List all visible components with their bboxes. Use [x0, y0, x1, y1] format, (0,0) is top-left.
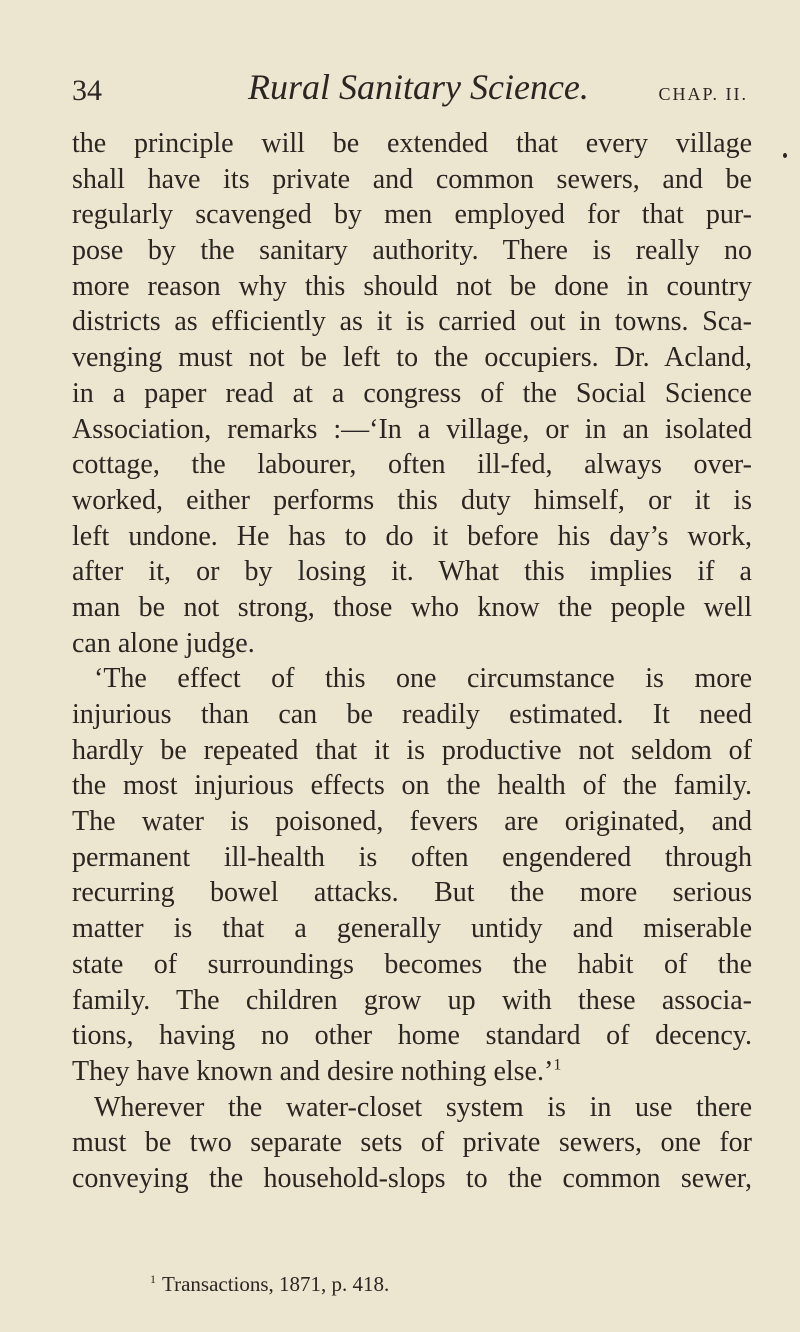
text-line: permanent ill-health is often engendered through: [72, 841, 752, 873]
text-line: left undone. He has to do it before his day’s work,: [72, 520, 752, 552]
text-line: state of surroundings becomes the habit of the: [72, 948, 752, 980]
text-line: ‘The effect of this one circumstance is more: [94, 663, 752, 695]
text-line: [72, 1054, 752, 1090]
footnote: [150, 1272, 389, 1297]
text-line: can alone judge.: [72, 627, 255, 659]
footnote-number: 1: [150, 1272, 156, 1286]
text-line: conveying the household-slops to the common sewer,: [72, 1162, 752, 1194]
text-line: in a paper read at a congress of the Social Science: [72, 377, 752, 409]
text-line: after it, or by losing it. What this implies if a: [72, 556, 752, 588]
text-line: must be two separate sets of private sewers, one for: [72, 1127, 752, 1159]
page-header: [72, 66, 748, 116]
text-line: regularly scavenged by men employed for that pur-: [72, 199, 752, 231]
footnote-text: Transactions, 1871, p. 418.: [162, 1272, 390, 1296]
text-line: hardly be repeated that it is productive not seldom of: [72, 734, 752, 766]
chapter-label: CHAP. II.: [658, 84, 748, 104]
text-line: districts as efficiently as it is carried out in towns. Sca-: [72, 306, 752, 338]
ink-speck: [783, 153, 787, 158]
body-text: [72, 126, 752, 1197]
footnote-marker[interactable]: 1: [553, 1056, 562, 1074]
text-line: recurring bowel attacks. But the more serious: [72, 877, 752, 909]
running-title: Rural Sanitary Science.: [248, 67, 589, 107]
text-line: venging must not be left to the occupiers. Dr. Acland,: [72, 342, 752, 374]
text-line: the most injurious effects on the health of the family.: [72, 770, 752, 802]
text-line: worked, either performs this duty himself, or it is: [72, 484, 752, 516]
text-line: cottage, the labourer, often ill-fed, always over-: [72, 449, 752, 481]
text-line: family. The children grow up with these associa-: [72, 984, 752, 1016]
page-number: 34: [72, 74, 102, 107]
text-line: injurious than can be readily estimated. It need: [72, 699, 752, 730]
text-line: shall have its private and common sewers, and be: [72, 163, 752, 195]
text-line: more reason why this should not be done in country: [72, 270, 752, 302]
text-line: tions, having no other home standard of decency.: [72, 1020, 752, 1052]
text-line: the principle will be extended that every village: [72, 128, 752, 159]
text-line: Association, remarks :—‘In a village, or in an isolated: [72, 413, 752, 445]
text-line: pose by the sanitary authority. There is really no: [72, 235, 752, 267]
text-line: man be not strong, those who know the people well: [72, 591, 752, 623]
text-line: Wherever the water-closet system is in use there: [94, 1091, 752, 1123]
text-line: The water is poisoned, fevers are originated, and: [72, 806, 752, 838]
text-line-content: They have known and desire nothing else.’: [72, 1055, 554, 1087]
text-line: matter is that a generally untidy and miserable: [72, 913, 752, 945]
